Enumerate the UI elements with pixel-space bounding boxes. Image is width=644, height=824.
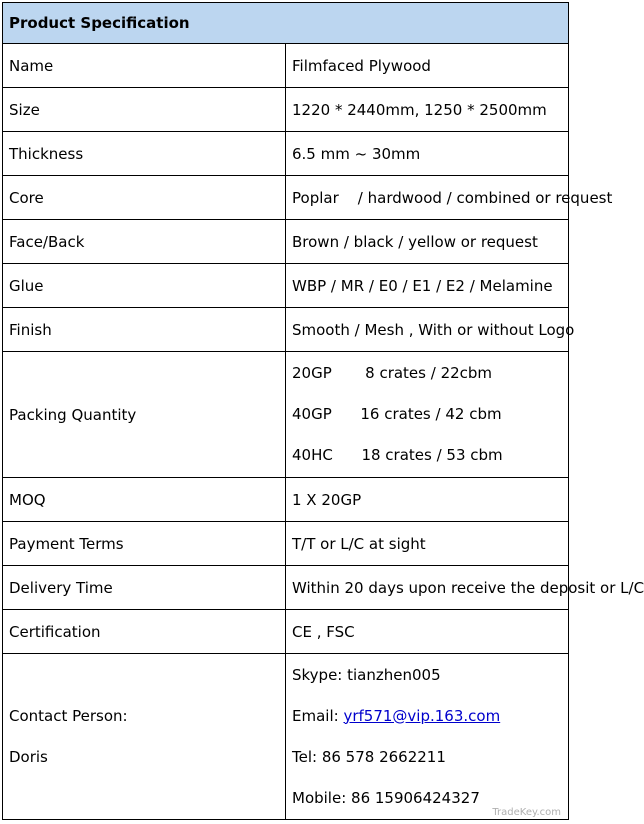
table-row-packing: [3, 352, 569, 478]
row-label-face-back: Face/Back: [3, 220, 286, 264]
contact-label: Contact Person:: [9, 706, 128, 725]
contact-skype: Skype: tianzhen005: [292, 665, 441, 684]
email-prefix: Email:: [292, 706, 344, 725]
row-label-payment-terms: Payment Terms: [3, 522, 286, 566]
row-value-packing: [286, 352, 569, 478]
table-row: [3, 566, 569, 610]
row-label-delivery-time: Delivery Time: [3, 566, 286, 610]
row-value-contact: [286, 654, 569, 820]
row-label-certification: Certification: [3, 610, 286, 654]
table-row: [3, 220, 569, 264]
packing-line-40gp: 40GP 16 crates / 42 cbm: [292, 405, 502, 423]
row-value-name: Filmfaced Plywood: [286, 44, 569, 88]
table-row: [3, 44, 569, 88]
table-row: [3, 264, 569, 308]
table-row-contact: [3, 654, 569, 820]
packing-line-40hc: 40HC 18 crates / 53 cbm: [292, 446, 503, 464]
contact-name: Doris: [9, 747, 48, 766]
packing-line-20gp: 20GP 8 crates / 22cbm: [292, 364, 493, 382]
table-row: [3, 610, 569, 654]
table-row: [3, 308, 569, 352]
table-row: [3, 522, 569, 566]
row-label-core: Core: [3, 176, 286, 220]
email-link[interactable]: yrf571@vip.163.com: [343, 706, 501, 725]
row-value-finish: Smooth / Mesh , With or without Logo: [286, 308, 569, 352]
row-value-certification: CE , FSC: [286, 610, 569, 654]
row-value-size: 1220 * 2440mm, 1250 * 2500mm: [286, 88, 569, 132]
row-label-thickness: Thickness: [3, 132, 286, 176]
row-value-core: Poplar / hardwood / combined or request: [286, 176, 569, 220]
contact-mobile: Mobile: 86 15906424327: [292, 788, 480, 807]
row-value-moq: 1 X 20GP: [286, 478, 569, 522]
row-label-packing: Packing Quantity: [3, 352, 286, 478]
row-label-size: Size: [3, 88, 286, 132]
row-value-payment-terms: T/T or L/C at sight: [286, 522, 569, 566]
row-value-thickness: 6.5 mm ~ 30mm: [286, 132, 569, 176]
row-value-glue: WBP / MR / E0 / E1 / E2 / Melamine: [286, 264, 569, 308]
row-label-finish: Finish: [3, 308, 286, 352]
table-row: [3, 132, 569, 176]
contact-email: [292, 696, 568, 737]
table-title: Product Specification: [3, 3, 569, 44]
row-label-contact: [3, 654, 286, 820]
row-label-glue: Glue: [3, 264, 286, 308]
row-value-face-back: Brown / black / yellow or request: [286, 220, 569, 264]
table-row: [3, 478, 569, 522]
header-row: [3, 3, 569, 44]
row-label-name: Name: [3, 44, 286, 88]
table-row: [3, 88, 569, 132]
watermark: TradeKey.com: [492, 807, 561, 818]
row-value-delivery-time: Within 20 days upon receive the deposit or L/C: [286, 566, 569, 610]
row-label-moq: MOQ: [3, 478, 286, 522]
table-row: [3, 176, 569, 220]
contact-tel: Tel: 86 578 2662211: [292, 747, 446, 766]
spec-table: [2, 2, 644, 820]
